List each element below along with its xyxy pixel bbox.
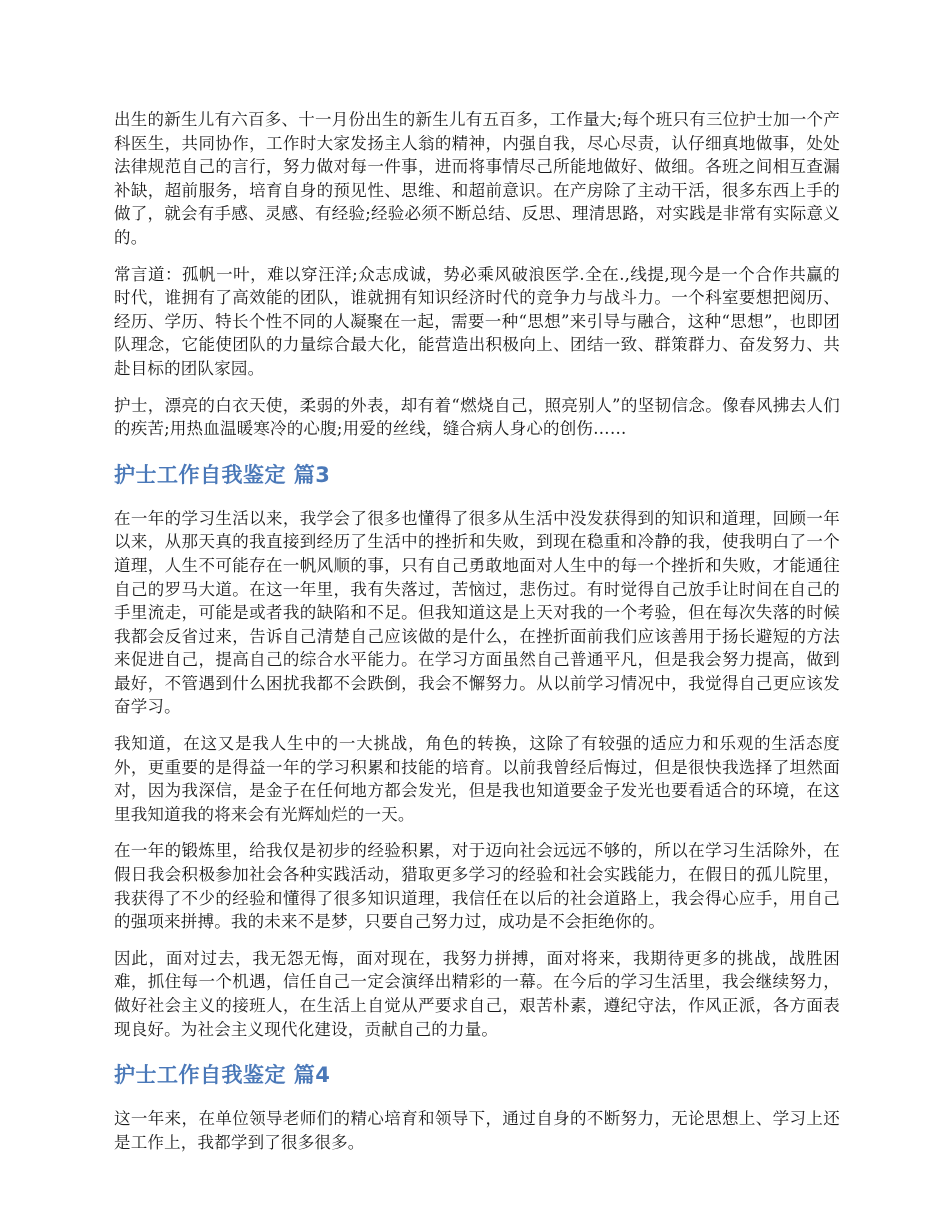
paragraph: 在一年的锻炼里，给我仅是初步的经验积累，对于迈向社会远远不够的，所以在学习生活除外，在假日我会积极参加社会各种实践活动，猎取更多学习的经验和社会实践能力，在假日的孤儿院里，我获得了不少的经验和懂得了很多知识道理，我信任在以后的社会道路上，我会得心应手，用自己的强项来拼搏。我的未来不是梦，只要自己努力过，成功是不会拒绝你的。 (114, 841, 840, 932)
paragraph: 我知道，在这又是我人生中的一大挑战，角色的转换，这除了有较强的适应力和乐观的生活态度外，更重要的是得益一年的学习积累和技能的培育。以前我曾经后悔过，但是很快我选择了坦然面对，因为我深信，是金子在任何地方都会发光，但是我也知道要金子发光也要看适合的环境，在这里我知道我的将来会有光辉灿烂的一天。 (114, 734, 840, 824)
section-heading: 护士工作自我鉴定 篇3 (114, 462, 331, 487)
paragraph: 因此，面对过去，我无怨无悔，面对现在，我努力拼搏，面对将来，我期待更多的挑战，战胜困难，抓住每一个机遇，信任自己一定会演绎出精彩的一幕。在今后的学习生活里，我会继续努力，做好社会主义的接班人，在生活上自觉从严要求自己，艰苦朴素，遵纪守法，作风正派，各方面表现良好。为社会主义现代化建设，贡献自己的力量。 (114, 948, 840, 1039)
section-heading: 护士工作自我鉴定 篇4 (114, 1063, 331, 1088)
paragraph: 常言道：孤帆一叶，难以穿汪洋;众志成诚，势必乘风破浪医学.全在.,线提,现今是一个合作共赢的时代，谁拥有了高效能的团队，谁就拥有知识经济时代的竞争力与战斗力。一个科室要想把阅历、经历、学历、特长个性不同的人凝聚在一起，需要一种“思想”来引导与融合，这种“思想”，也即团队理念，它能使团队的力量综合最大化，能营造出积极向上、团结一致、群策群力、奋发努力、共赴目标的团队家园。 (114, 264, 840, 378)
paragraph: 护士，漂亮的白衣天使，柔弱的外表，却有着“燃烧自己，照亮别人”的坚韧信念。像春风拂去人们的疾苦;用热血温暖寒冷的心腹;用爱的丝线，缝合病人身心的创伤…… (114, 395, 840, 439)
paragraph: 这一年来，在单位领导老师们的精心培育和领导下，通过自身的不断努力，无论思想上、学习上还是工作上，我都学到了很多很多。 (114, 1109, 840, 1152)
paragraph: 出生的新生儿有六百多、十一月份出生的新生儿有五百多，工作量大;每个班只有三位护士加一个产科医生，共同协作，工作时大家发扬主人翁的精神，内强自我，尽心尽责，认仔细真地做事，处处法律规范自己的言行，努力做对每一件事，进而将事情尽己所能地做好、做细。各班之间相互查漏补缺，超前服务，培育自身的预见性、思维、和超前意识。在产房除了主动干活，很多东西上手的做了，就会有手感、灵感、有经验;经验必须不断总结、反思、理清思路，对实践是非常有实际意义的。 (114, 110, 840, 247)
paragraph: 在一年的学习生活以来，我学会了很多也懂得了很多从生活中没发获得到的知识和道理，回顾一年以来，从那天真的我直接到经历了生活中的挫折和失败，到现在稳重和冷静的我，使我明白了一个道理，人生不可能存在一帆风顺的事，只有自己勇敢地面对人生中的每一个挫折和失败，才能通往自己的罗马大道。在这一年里，我有失落过，苦恼过，悲伤过。有时觉得自己放手让时间在自己的手里流走，可能是或者我的缺陷和不足。但我知道这是上天对我的一个考验，但在每次失落的时候我都会反省过来，告诉自己清楚自己应该做的是什么，在挫折面前我们应该善用于扬长避短的方法来促进自己，提高自己的综合水平能力。在学习方面虽然自己普通平凡，但是我会努力提高，做到最好，不管遇到什么困扰我都不会跌倒，我会不懈努力。从以前学习情况中，我觉得自己更应该发奋学习。 (114, 508, 840, 717)
